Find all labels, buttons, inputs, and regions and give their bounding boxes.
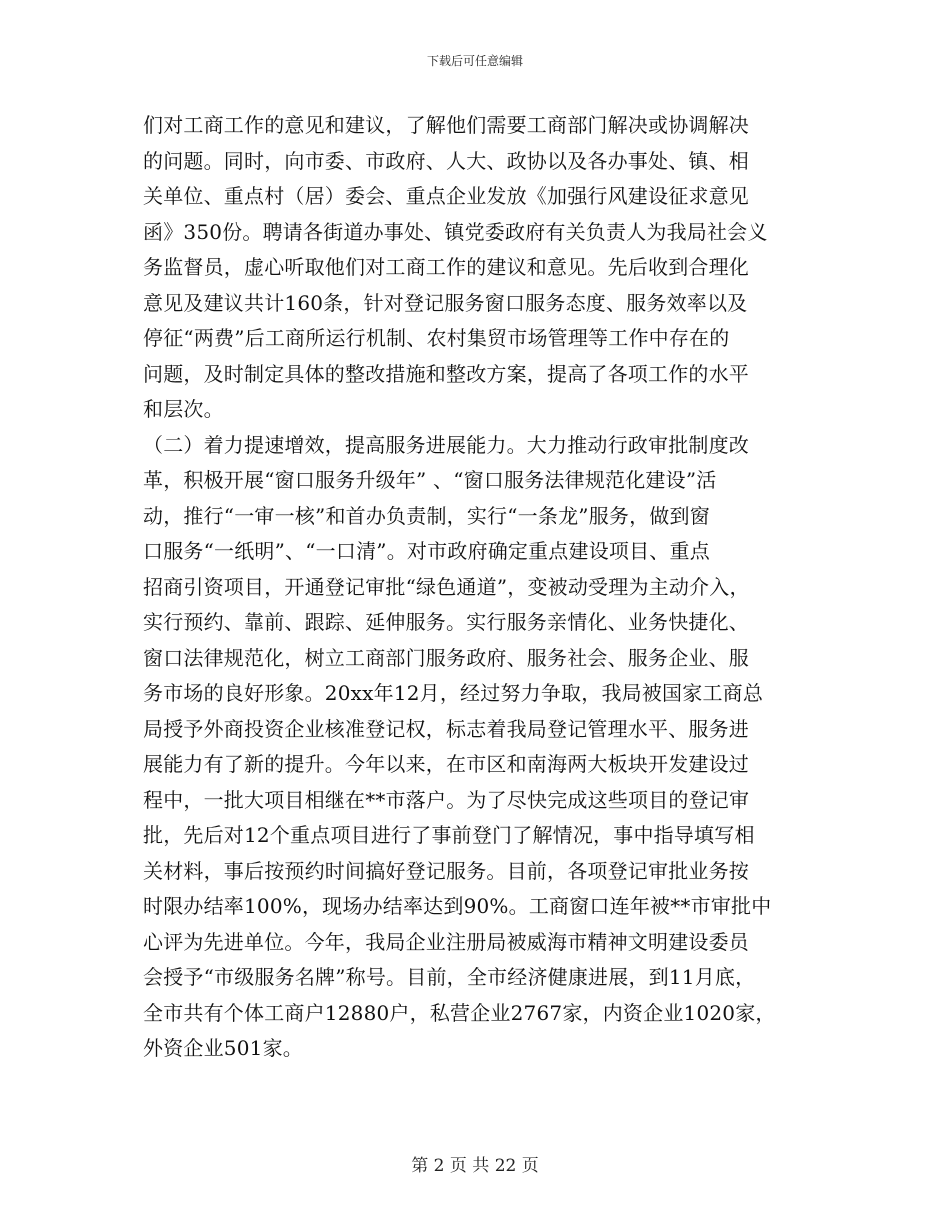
body-line: 窗口法律规范化，树立工商部门服务政府、服务社会、服务企业、服 [143, 645, 749, 670]
body-line: 外资企业501家。 [143, 1036, 303, 1060]
body-line: 函》350份。聘请各街道办事处、镇党委政府有关负责人为我局社会义 [143, 219, 768, 244]
body-line: 停征“两费”后工商所运行机制、农村集贸市场管理等工作中存在的 [143, 326, 730, 350]
body-line: 问题，及时制定具体的整改措施和整改方案，提高了各项工作的水平 [143, 361, 749, 386]
body-line: 批，先后对12个重点项目进行了事前登门了解情况，事中指导填写相 [143, 823, 755, 847]
body-line: 动，推行“一审一核”和首办负责制，实行“一条龙”服务，做到窗 [143, 503, 710, 528]
body-line: 招商引资项目，开通登记审批“绿色通道”，变被动受理为主动介入， [143, 574, 750, 599]
body-line: 革，积极开展“窗口服务升级年” 、“窗口服务法律规范化建设”活 [143, 468, 717, 492]
page-header: 下载后可任意编辑 [426, 54, 523, 68]
section-heading-line: （二）着力提速增效，提高服务进展能力。大力推动行政审批制度改 [143, 432, 749, 457]
body-line: 们对工商工作的意见和建议，了解他们需要工商部门解决或协调解决 [143, 113, 749, 137]
body-line: 口服务“一纸明”、“一口清”。对市政府确定重点建设项目、重点 [143, 539, 710, 563]
body-line: 关单位、重点村（居）委会、重点企业发放《加强行风建设征求意见 [143, 184, 749, 208]
body-line: 务市场的良好形象。20xx年12月，经过努力争取，我局被国家工商总 [143, 681, 764, 705]
body-line: 会授予“市级服务名牌”称号。目前，全市经济健康进展，到11月底， [143, 965, 756, 989]
body-line: 时限办结率100%，现场办结率达到90%。工商窗口连年被**市审批中 [143, 894, 772, 918]
body-line: 和层次。 [143, 397, 224, 421]
body-line: 实行预约、靠前、跟踪、延伸服务。实行服务亲情化、业务快捷化、 [143, 610, 749, 634]
body-line: 全市共有个体工商户12880户，私营企业2767家，内资企业1020家， [143, 1000, 776, 1025]
body-line: 心评为先进单位。今年，我局企业注册局被威海市精神文明建设委员 [143, 929, 749, 954]
body-line: 展能力有了新的提升。今年以来，在市区和南海两大板块开发建设过 [143, 752, 749, 776]
body-line: 局授予外商投资企业核准登记权，标志着我局登记管理水平、服务进 [143, 716, 749, 741]
page-number-footer: 第 2 页 共 22 页 [411, 1156, 539, 1176]
body-line: 的问题。同时，向市委、市政府、人大、政协以及各办事处、镇、相 [143, 148, 749, 173]
document-body [143, 108, 823, 1067]
body-line: 程中，一批大项目相继在**市落户。为了尽快完成这些项目的登记审 [143, 787, 750, 812]
body-line: 务监督员，虚心听取他们对工商工作的建议和意见。先后收到合理化 [143, 255, 749, 279]
body-line: 意见及建议共计160条，针对登记服务窗口服务态度、服务效率以及 [143, 290, 748, 315]
body-line: 关材料，事后按预约时间搞好登记服务。目前，各项登记审批业务按 [143, 858, 749, 883]
